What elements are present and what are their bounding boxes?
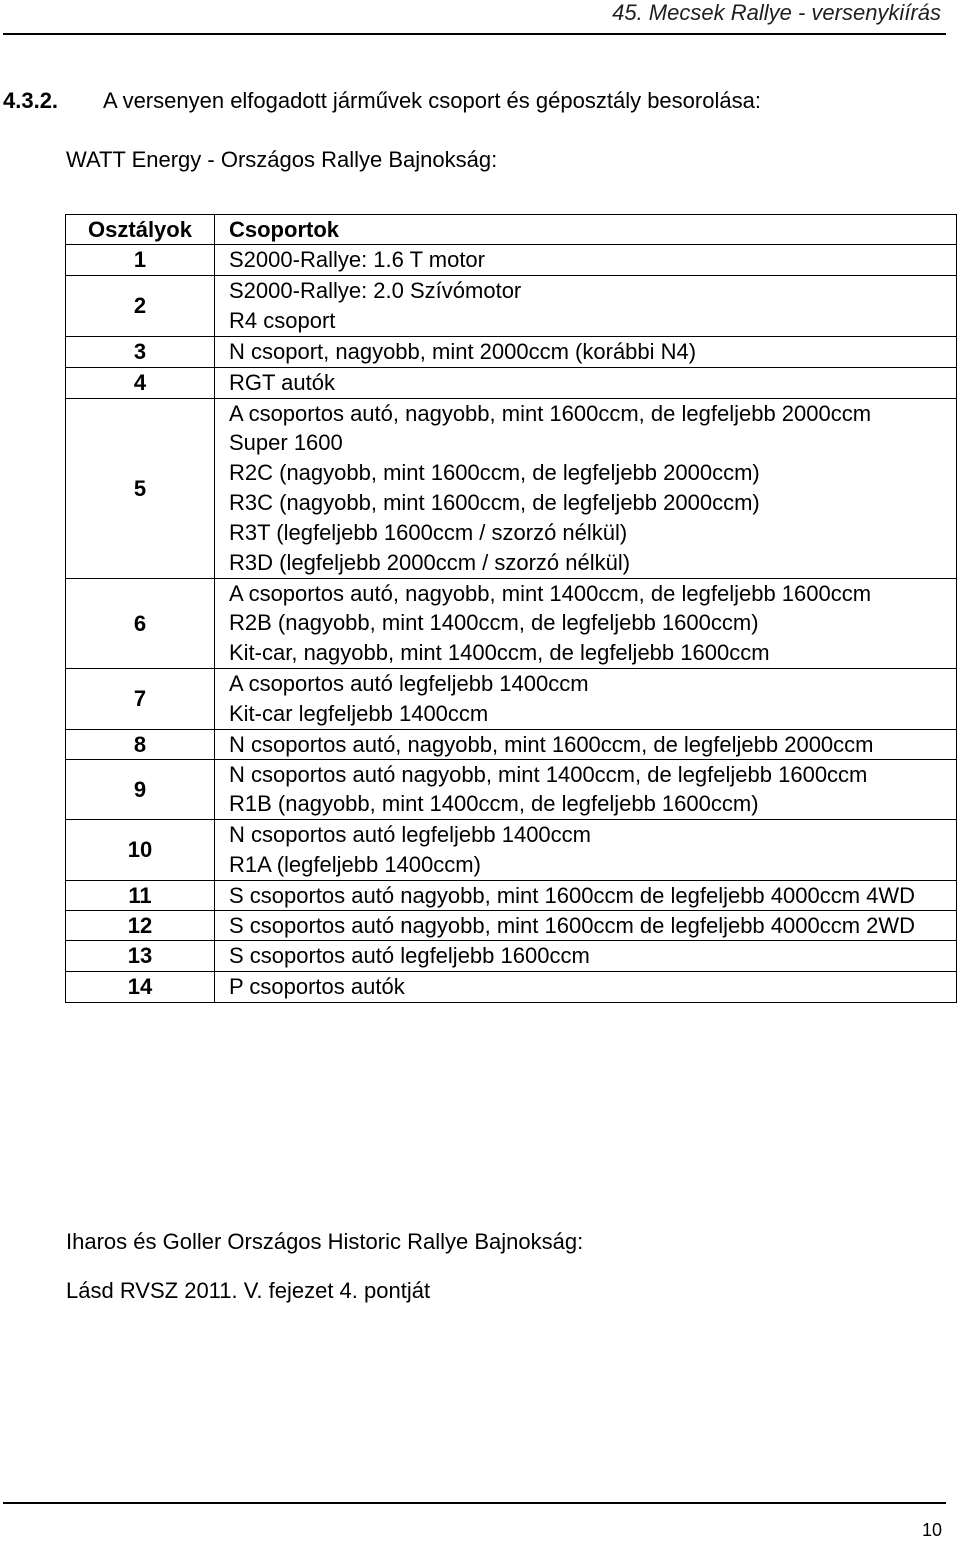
championship-title: WATT Energy - Országos Rallye Bajnokság:	[66, 147, 498, 172]
rvsz-reference: Lásd RVSZ 2011. V. fejezet 4. pontját	[66, 1278, 431, 1303]
column-header-groups: Csoportok	[215, 215, 957, 245]
group-item: Kit-car legfeljebb 1400ccm	[229, 701, 489, 726]
group-item: S2000-Rallye: 1.6 T motor	[229, 247, 485, 272]
historic-championship-title: Iharos és Goller Országos Historic Rallye Bajnokság:	[66, 1229, 584, 1254]
class-group-table	[65, 214, 957, 1003]
table-header-row	[66, 215, 957, 245]
group-cell	[215, 368, 957, 399]
class-number: 3	[66, 337, 215, 368]
group-item: A csoportos autó legfeljebb 1400ccm	[229, 671, 589, 696]
group-cell	[215, 760, 957, 820]
class-number: 11	[66, 881, 215, 911]
group-cell	[215, 669, 957, 730]
class-number: 2	[66, 276, 215, 337]
table-row	[66, 337, 957, 368]
group-cell	[215, 245, 957, 276]
group-item: R3T (legfeljebb 1600ccm / szorzó nélkül)	[229, 520, 628, 545]
table-row	[66, 760, 957, 820]
table-row	[66, 368, 957, 399]
group-cell	[215, 911, 957, 941]
group-item: N csoportos autó legfeljebb 1400ccm	[229, 822, 591, 847]
group-cell	[215, 399, 957, 579]
group-item: R1A (legfeljebb 1400ccm)	[229, 852, 481, 877]
table-row	[66, 730, 957, 760]
column-header-classes: Osztályok	[66, 215, 215, 245]
group-cell	[215, 337, 957, 368]
table-row	[66, 399, 957, 579]
group-item: S csoportos autó legfeljebb 1600ccm	[229, 943, 590, 968]
group-cell	[215, 881, 957, 911]
class-number: 14	[66, 972, 215, 1003]
table-row	[66, 245, 957, 276]
group-item: RGT autók	[229, 370, 335, 395]
group-item: N csoportos autó, nagyobb, mint 1600ccm, de legfeljebb 2000ccm	[229, 732, 874, 757]
section-heading	[3, 88, 761, 114]
group-item: R3C (nagyobb, mint 1600ccm, de legfeljebb 2000ccm)	[229, 490, 760, 515]
group-item: S2000-Rallye: 2.0 Szívómotor	[229, 278, 522, 303]
group-item: S csoportos autó nagyobb, mint 1600ccm de legfeljebb 4000ccm 4WD	[229, 883, 916, 908]
table-row	[66, 276, 957, 337]
class-number: 7	[66, 669, 215, 730]
class-number: 8	[66, 730, 215, 760]
class-number: 12	[66, 911, 215, 941]
class-number: 6	[66, 579, 215, 669]
class-number: 5	[66, 399, 215, 579]
table-row	[66, 579, 957, 669]
group-item: Super 1600	[229, 430, 343, 455]
class-number: 4	[66, 368, 215, 399]
group-item: R3D (legfeljebb 2000ccm / szorzó nélkül)	[229, 550, 631, 575]
group-item: P csoportos autók	[229, 974, 405, 999]
group-cell	[215, 941, 957, 972]
table-row	[66, 820, 957, 881]
group-item: N csoport, nagyobb, mint 2000ccm (korábbi N4)	[229, 339, 697, 364]
table-row	[66, 911, 957, 941]
group-item: A csoportos autó, nagyobb, mint 1400ccm, de legfeljebb 1600ccm	[229, 581, 872, 606]
class-number: 1	[66, 245, 215, 276]
page-number: 10	[921, 1520, 942, 1540]
group-item: S csoportos autó nagyobb, mint 1600ccm de legfeljebb 4000ccm 2WD	[229, 913, 916, 938]
group-cell	[215, 579, 957, 669]
class-number: 10	[66, 820, 215, 881]
group-item: R1B (nagyobb, mint 1400ccm, de legfeljebb 1600ccm)	[229, 791, 759, 816]
document-header: 45. Mecsek Rallye - versenykiírás	[612, 0, 941, 25]
table-row	[66, 972, 957, 1003]
section-title: A versenyen elfogadott járművek csoport és géposztály besorolása:	[103, 88, 761, 113]
group-item: R2C (nagyobb, mint 1600ccm, de legfeljebb 2000ccm)	[229, 460, 760, 485]
group-item: R4 csoport	[229, 308, 336, 333]
table-row	[66, 669, 957, 730]
group-cell	[215, 276, 957, 337]
group-cell	[215, 972, 957, 1003]
footer-divider	[3, 1502, 946, 1504]
section-number: 4.3.2.	[3, 88, 59, 113]
class-number: 9	[66, 760, 215, 820]
table-row	[66, 881, 957, 911]
header-divider	[3, 33, 946, 35]
table-row	[66, 941, 957, 972]
group-item: R2B (nagyobb, mint 1400ccm, de legfeljebb 1600ccm)	[229, 610, 759, 635]
group-item: Kit-car, nagyobb, mint 1400ccm, de legfeljebb 1600ccm	[229, 640, 770, 665]
class-number: 13	[66, 941, 215, 972]
group-item: N csoportos autó nagyobb, mint 1400ccm, de legfeljebb 1600ccm	[229, 762, 868, 787]
group-cell	[215, 820, 957, 881]
group-cell	[215, 730, 957, 760]
group-item: A csoportos autó, nagyobb, mint 1600ccm, de legfeljebb 2000ccm	[229, 401, 872, 426]
